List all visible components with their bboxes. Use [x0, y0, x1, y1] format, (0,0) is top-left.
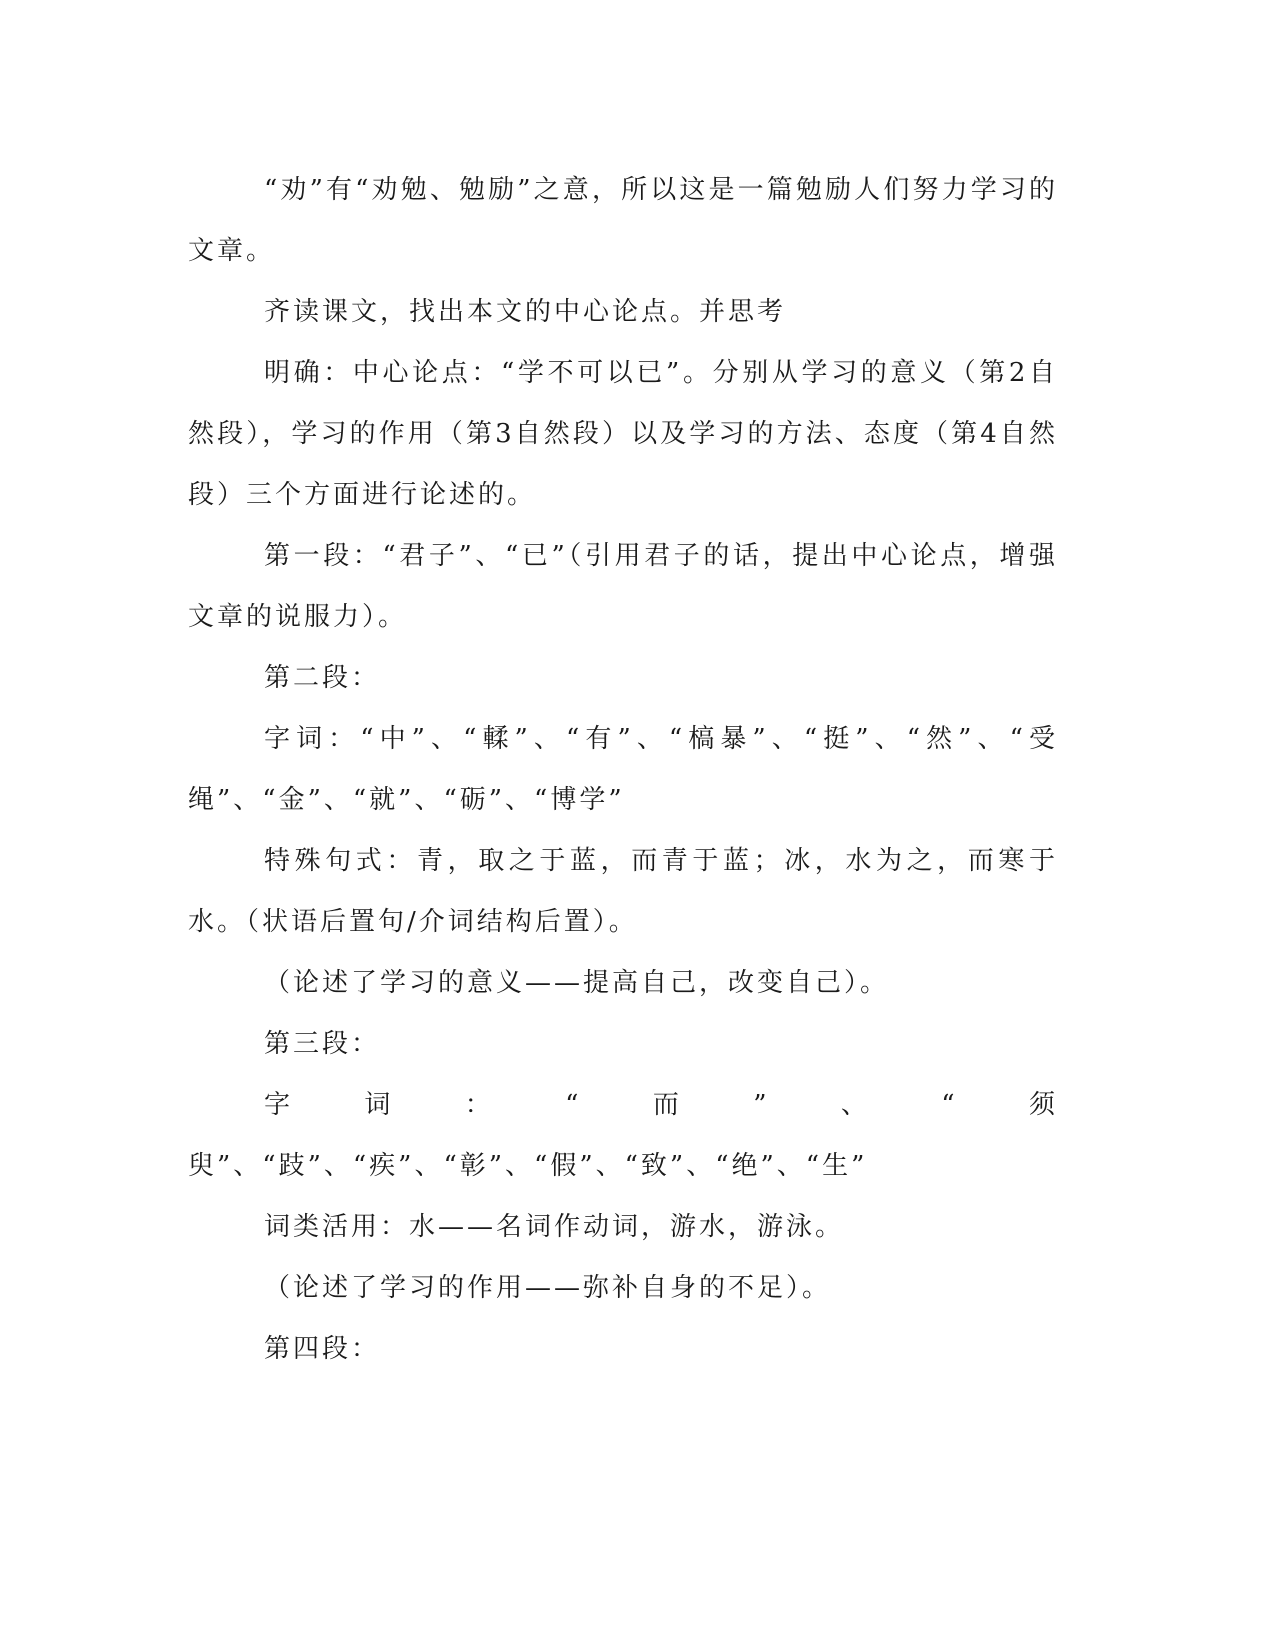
- paragraph-section-three-summary: （论述了学习的作用——弥补自身的不足）。: [264, 1273, 832, 1303]
- paragraph-section-three-usage: 词类活用：水——名词作动词，游水，游泳。: [264, 1212, 845, 1242]
- paragraph-section-one: 第一段：“君子”、“已”（引用君子的话，提出中心论点，增强文章的说服力）。: [188, 541, 1058, 632]
- heading-section-two: 第二段：: [264, 663, 381, 693]
- paragraph-central-argument: 明确：中心论点：“学不可以已”。分别从学习的意义（第2自然段），学习的作用（第3自然段）以及学习的方法、态度（第4自然段）三个方面进行论述的。: [188, 358, 1058, 510]
- paragraph-section-three-words: 字词：“而”、“须臾”、“跂”、“疾”、“彰”、“假”、“致”、“绝”、“生”: [188, 1090, 1058, 1181]
- paragraph-title-meaning: “劝”有“劝勉、勉励”之意，所以这是一篇勉励人们努力学习的文章。: [188, 175, 1058, 266]
- paragraph-section-two-summary: （论述了学习的意义——提高自己，改变自己）。: [264, 968, 890, 998]
- paragraph-read-instruction: 齐读课文，找出本文的中心论点。并思考: [264, 297, 787, 327]
- heading-section-four: 第四段：: [264, 1334, 381, 1364]
- document-body: [188, 160, 1058, 1380]
- paragraph-section-two-syntax: 特殊句式：青，取之于蓝，而青于蓝；冰，水为之，而寒于水。（状语后置句/介词结构后置）。: [188, 846, 1058, 937]
- heading-section-three: 第三段：: [264, 1029, 381, 1059]
- paragraph-section-two-words: 字词：“中”、“輮”、“有”、“槁暴”、“挺”、“然”、“受绳”、“金”、“就”、“砺”、“博学”: [188, 724, 1058, 815]
